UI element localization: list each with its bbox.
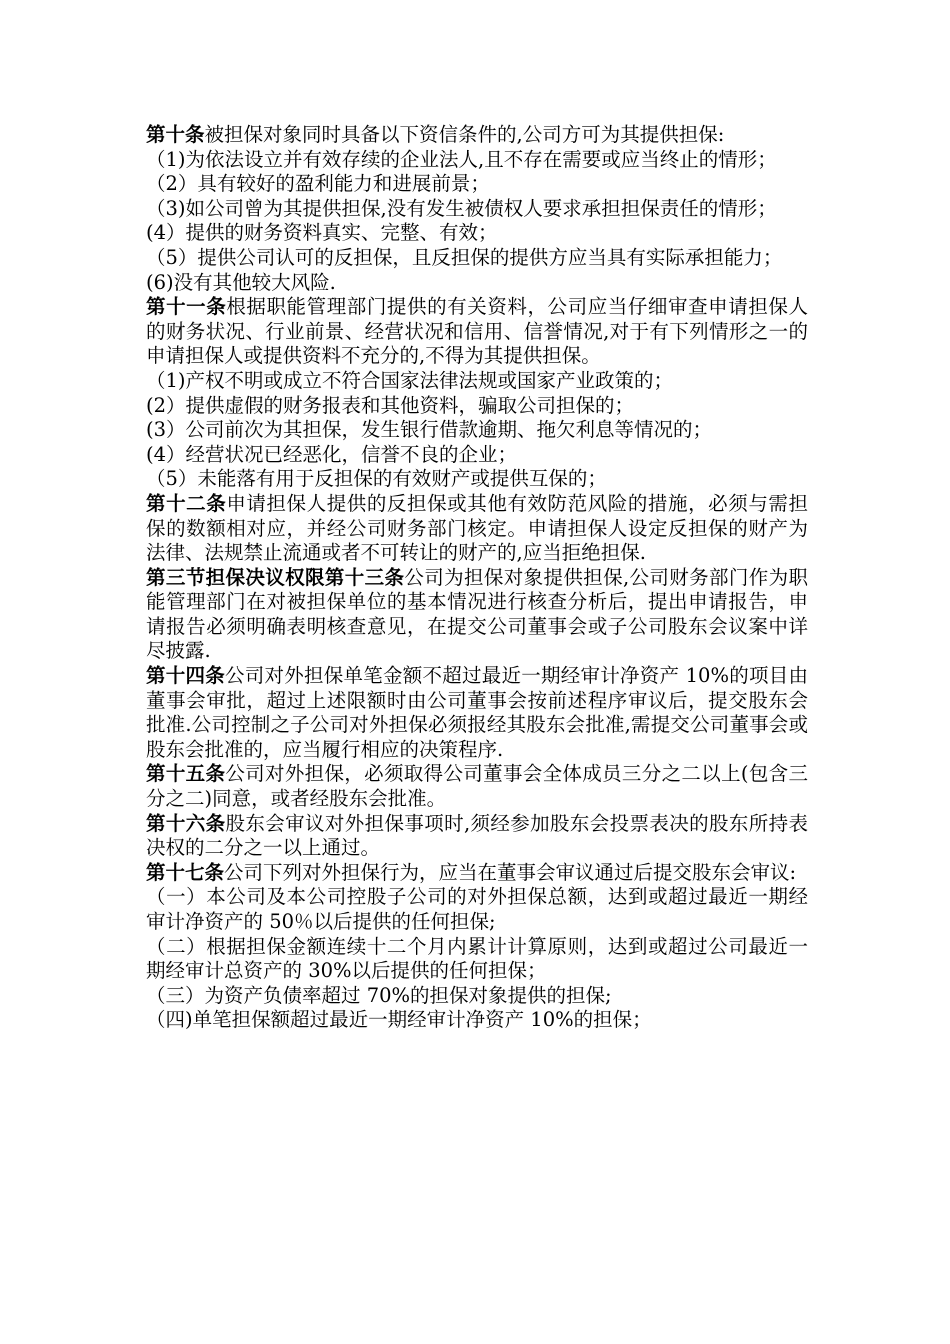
- paragraph-text: 股东会审议对外担保事项时,须经参加股东会投票表决的股东所持表决权的二分之一以上通过。: [146, 811, 808, 860]
- article-paragraph: [146, 566, 808, 664]
- paragraph-text: （三）为资产负债率超过 70%的担保对象提供的担保;: [146, 983, 612, 1007]
- paragraph-text: （一）本公司及本公司控股子公司的对外担保总额，达到或超过最近一期经审计净资产的 50％以后提供的任何担保;: [146, 885, 808, 933]
- article-paragraph: [146, 812, 808, 861]
- list-item: [146, 369, 808, 394]
- paragraph-text: (2）提供虚假的财务报表和其他资料，骗取公司担保的；: [146, 393, 635, 417]
- article-heading: 第十二条: [146, 491, 227, 515]
- article-paragraph: [146, 861, 808, 886]
- list-item: [146, 443, 808, 468]
- paragraph-text: （5）提供公司认可的反担保，且反担保的提供方应当具有实际承担能力；: [146, 245, 783, 269]
- list-item: [146, 246, 808, 271]
- list-item: [146, 148, 808, 173]
- article-paragraph: [146, 762, 808, 811]
- list-item: [146, 885, 808, 934]
- list-item: [146, 394, 808, 419]
- paragraph-text: (4）经营状况已经恶化，信誉不良的企业；: [146, 442, 518, 466]
- paragraph-text: （5）未能落有用于反担保的有效财产或提供互保的；: [146, 467, 607, 491]
- list-item: [146, 221, 808, 246]
- paragraph-text: 根据职能管理部门提供的有关资料，公司应当仔细审查申请担保人的财务状况、行业前景、经营状况和信用、信誉情况,对于有下列情形之一的申请担保人或提供资料不充分的,不得为其提供担保。: [146, 295, 808, 368]
- paragraph-text: 公司为担保对象提供担保,公司财务部门作为职能管理部门在对被担保单位的基本情况进行核查分析后，提出申请报告，申请报告必须明确表明核查意见，在提交公司董事会或子公司股东会议案中详尽披露.: [146, 565, 808, 663]
- paragraph-text: (6)没有其他较大风险.: [146, 270, 336, 294]
- article-paragraph: [146, 664, 808, 762]
- list-item: [146, 935, 808, 984]
- article-paragraph: [146, 295, 808, 369]
- paragraph-text: （3)如公司曾为其提供担保,没有发生被债权人要求承担担保责任的情形；: [146, 196, 777, 220]
- article-paragraph: [146, 492, 808, 566]
- article-heading: 第十七条: [146, 860, 225, 884]
- paragraph-text: 公司对外担保，必须取得公司董事会全体成员三分之二以上(包含三分之二)同意，或者经股东会批准。: [146, 762, 808, 811]
- list-item: [146, 172, 808, 197]
- list-item: [146, 984, 808, 1009]
- list-item: [146, 1008, 808, 1033]
- article-heading: 第十六条: [146, 811, 226, 835]
- paragraph-text: （2）具有较好的盈利能力和进展前景；: [146, 172, 490, 196]
- paragraph-text: (3）公司前次为其担保，发生银行借款逾期、拖欠利息等情况的；: [146, 418, 713, 442]
- article-heading: 第十五条: [146, 762, 226, 786]
- article-heading: 第十条: [146, 123, 205, 146]
- paragraph-text: (4）提供的财务资料真实、完整、有效；: [146, 221, 498, 245]
- paragraph-text: 被担保对象同时具备以下资信条件的,公司方可为其提供担保:: [204, 123, 725, 146]
- article-heading: 第十一条: [146, 295, 227, 319]
- list-item: [146, 197, 808, 222]
- paragraph-text: （1)为依法设立并有效存续的企业法人,且不存在需要或应当终止的情形；: [146, 147, 777, 171]
- list-item: [146, 418, 808, 443]
- paragraph-text: 公司对外担保单笔金额不超过最近一期经审计净资产 10%的项目由董事会审批，超过上述限额时由公司董事会按前述程序审议后，提交股东会批准.公司控制之子公司对外担保必须报经其股东会批准,需提交公司董事会或股东会批准的，应当履行相应的决策程序.: [146, 664, 808, 761]
- paragraph-text: 公司下列对外担保行为，应当在董事会审议通过后提交股东会审议:: [224, 860, 797, 884]
- article-paragraph: [146, 123, 808, 148]
- paragraph-text: 申请担保人提供的反担保或其他有效防范风险的措施，必须与需担保的数额相对应，并经公司财务部门核定。申请担保人设定反担保的财产为法律、法规禁止流通或者不可转让的财产的,应当拒绝担保.: [146, 491, 808, 565]
- paragraph-text: （1)产权不明或成立不符合国家法律法规或国家产业政策的；: [146, 368, 674, 392]
- document-body: [146, 123, 808, 1033]
- article-heading: 第三节担保决议权限第十三条: [146, 565, 405, 589]
- paragraph-text: （二）根据担保金额连续十二个月内累计计算原则，达到或超过公司最近一期经审计总资产的 30%以后提供的任何担保；: [146, 934, 808, 983]
- paragraph-text: （四)单笔担保额超过最近一期经审计净资产 10%的担保；: [146, 1008, 652, 1032]
- list-item: [146, 467, 808, 492]
- article-heading: 第十四条: [146, 664, 225, 688]
- list-item: [146, 271, 808, 296]
